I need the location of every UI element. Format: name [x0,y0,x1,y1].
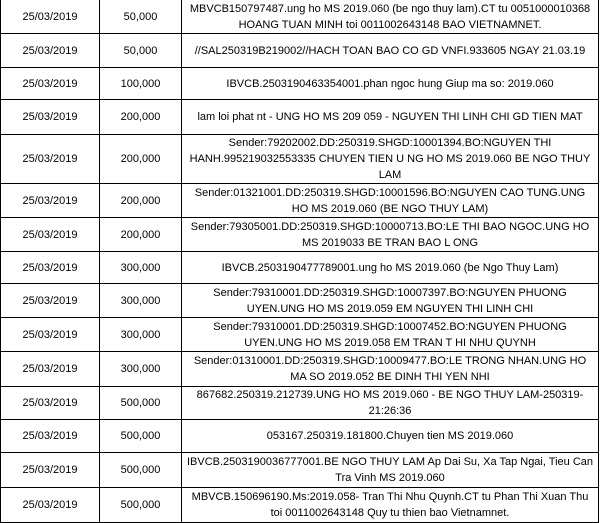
date-cell: 25/03/2019 [1,100,100,135]
amount-cell: 500,000 [100,387,182,420]
amount-cell: 500,000 [100,420,182,453]
date-cell: 25/03/2019 [1,68,100,100]
table-row [1,488,599,523]
amount-cell: 50,000 [100,0,182,34]
table-row [1,252,599,284]
date-cell: 25/03/2019 [1,387,100,420]
date-cell: 25/03/2019 [1,218,100,252]
date-cell: 25/03/2019 [1,420,100,453]
description-cell: Sender:79310001.DD:250319.SHGD:10007397.BO:NGUYEN PHUONG UYEN.UNG HO MS 2019.059 EM NGUYEN THI LINH CHI [182,284,599,318]
date-cell: 25/03/2019 [1,0,100,34]
date-cell: 25/03/2019 [1,135,100,184]
date-cell: 25/03/2019 [1,34,100,68]
amount-cell: 300,000 [100,252,182,284]
description-cell: MBVCB150797487.ung ho MS 2019.060 (be ngo thuy lam).CT tu 0051000010368 HOANG TUAN MINH toi 0011002643148 BAO VIETNAMNET. [182,0,599,34]
table-row [1,453,599,488]
amount-cell: 200,000 [100,135,182,184]
description-cell: Sender:79310001.DD:250319.SHGD:10007452.BO:NGUYEN PHUONG UYEN.UNG HO MS 2019.058 EM TRAN T HI NHU QUYNH [182,318,599,352]
description-cell: MBVCB.150696190.Ms:2019.058- Tran Thi Nhu Quynh.CT tu Phan Thi Xuan Thu toi 0011002643148 Quy tu thien bao Vietnamnet. [182,488,599,523]
table-row [1,34,599,68]
description-cell: Sender:01310001.DD:250319.SHGD:10009477.BO:LE TRONG NHAN.UNG HO MA SO 2019.052 BE DINH THI YEN NHI [182,352,599,387]
description-cell: Sender:79202002.DD:250319.SHGD:10001394.BO:NGUYEN THI HANH.995219032553335 CHUYEN TIEN U NG HO MS 2019.060 BE NGO THUY LAM [182,135,599,184]
amount-cell: 200,000 [100,100,182,135]
amount-cell: 50,000 [100,34,182,68]
table-row [1,0,599,34]
description-cell: IBVCB.2503190477789001.ung ho MS 2019.060 (be Ngo Thuy Lam) [182,252,599,284]
description-cell: 053167.250319.181800.Chuyen tien MS 2019.060 [182,420,599,453]
date-cell: 25/03/2019 [1,488,100,523]
table-row [1,352,599,387]
amount-cell: 300,000 [100,352,182,387]
date-cell: 25/03/2019 [1,284,100,318]
description-cell: //SAL250319B219002//HACH TOAN BAO CO GD VNFI.933605 NGAY 21.03.19 [182,34,599,68]
description-cell: Sender:01321001.DD:250319.SHGD:10001596.BO:NGUYEN CAO TUNG.UNG HO MS 2019.060 (BE NGO THUY LAM) [182,184,599,218]
table-row [1,318,599,352]
date-cell: 25/03/2019 [1,453,100,488]
amount-cell: 200,000 [100,218,182,252]
amount-cell: 200,000 [100,184,182,218]
amount-cell: 100,000 [100,68,182,100]
description-cell: lam loi phat nt - UNG HO MS 209 059 - NGUYEN THI LINH CHI GD TIEN MAT [182,100,599,135]
description-cell: IBVCB.2503190463354001.phan ngoc hung Giup ma so: 2019.060 [182,68,599,100]
table-row [1,284,599,318]
amount-cell: 300,000 [100,284,182,318]
description-cell: 867682.250319.212739.UNG HO MS 2019.060 - BE NGO THUY LAM-250319-21:26:36 [182,387,599,420]
amount-cell: 500,000 [100,488,182,523]
date-cell: 25/03/2019 [1,318,100,352]
date-cell: 25/03/2019 [1,252,100,284]
table-row [1,218,599,252]
date-cell: 25/03/2019 [1,184,100,218]
description-cell: Sender:79305001.DD:250319.SHGD:10000713.BO:LE THI BAO NGOC.UNG HO MS 2019033 BE TRAN BAO L ONG [182,218,599,252]
table-row [1,387,599,420]
description-cell: IBVCB.2503190036777001.BE NGO THUY LAM Ap Dai Su, Xa Tap Ngai, Tieu Can Tra Vinh MS 2019.060 [182,453,599,488]
table-row [1,420,599,453]
date-cell: 25/03/2019 [1,352,100,387]
table-row [1,135,599,184]
amount-cell: 300,000 [100,318,182,352]
table-row [1,68,599,100]
table-row [1,184,599,218]
table-row [1,100,599,135]
amount-cell: 500,000 [100,453,182,488]
